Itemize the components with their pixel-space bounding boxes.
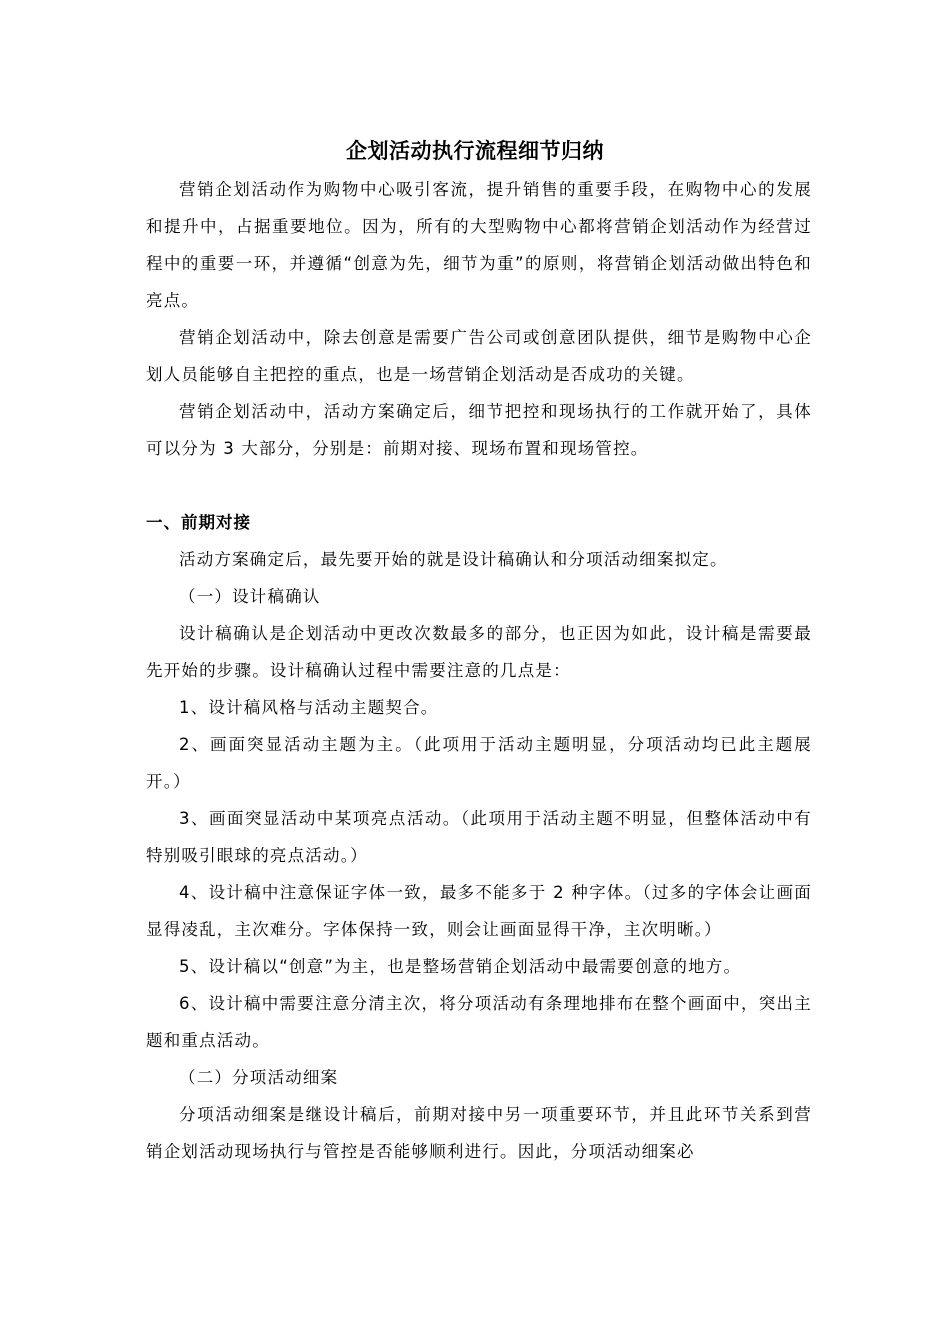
list-item: 2、画面突显活动主题为主。（此项用于活动主题明显，分项活动均已此主题展开。） — [146, 735, 812, 791]
list-item: 3、画面突显活动中某项亮点活动。（此项用于活动主题不明显，但整体活动中有特别吸引眼球的亮点活动。） — [146, 809, 812, 865]
paragraph-intro-3: 营销企划活动中，活动方案确定后，细节把控和现场执行的工作就开始了，具体可以分为 3 大部分，分别是：前期对接、现场布置和现场管控。 — [146, 402, 812, 458]
subsection-1-intro: 设计稿确认是企划活动中更改次数最多的部分，也正因为如此，设计稿是需要最先开始的步骤。设计稿确认过程中需要注意的几点是： — [146, 624, 812, 680]
list-item: 6、设计稿中需要注意分清主次，将分项活动有条理地排布在整个画面中，突出主题和重点活动。 — [146, 994, 812, 1050]
blank-line — [146, 467, 812, 504]
section-1-intro: 活动方案确定后，最先要开始的就是设计稿确认和分项活动细案拟定。 — [179, 550, 728, 569]
document-title: 企划活动执行流程细节归纳 — [346, 139, 604, 163]
paragraph-intro-2: 营销企划活动中，除去创意是需要广告公司或创意团队提供，细节是购物中心企划人员能够自主把控的重点，也是一场营销企划活动是否成功的关键。 — [146, 328, 812, 384]
list-item: 5、设计稿以“创意”为主，也是整场营销企划活动中最需要创意的地方。 — [179, 957, 742, 976]
subsection-2-intro: 分项活动细案是继设计稿后，前期对接中另一项重要环节，并且此环节关系到营销企划活动现场执行与管控是否能够顺利进行。因此，分项活动细案必 — [146, 1105, 812, 1161]
subsection-heading-2: （二）分项活动细案 — [179, 1068, 339, 1087]
subsection-heading-1: （一）设计稿确认 — [179, 587, 321, 606]
list-item: 4、设计稿中注意保证字体一致，最多不能多于 2 种字体。（过多的字体会让画面显得凌乱，主次难分。字体保持一致，则会让画面显得干净，主次明晰。） — [146, 883, 812, 939]
list-item: 1、设计稿风格与活动主题契合。 — [179, 698, 439, 717]
section-heading-1: 一、前期对接 — [146, 513, 251, 532]
document-body — [146, 171, 812, 1170]
paragraph-intro-1: 营销企划活动作为购物中心吸引客流，提升销售的重要手段，在购物中心的发展和提升中，占据重要地位。因为，所有的大型购物中心都将营销企划活动作为经营过程中的重要一环，并遵循“创意为先，细节为重”的原则，将营销企划活动做出特色和亮点。 — [146, 180, 812, 310]
